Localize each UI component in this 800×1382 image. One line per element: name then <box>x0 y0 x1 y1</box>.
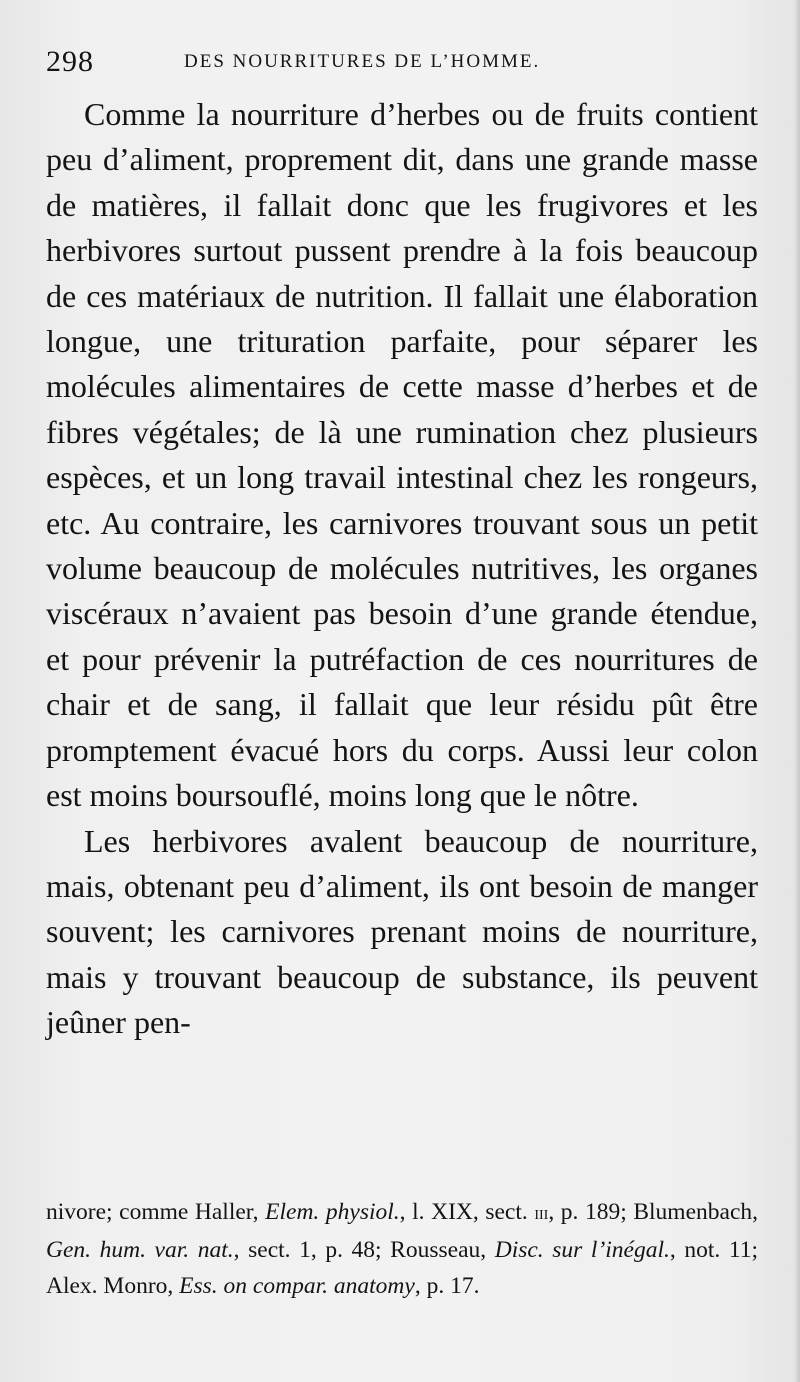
footnote-text: , l. XIX, sect. <box>399 1199 535 1225</box>
footnote-text: nivore; comme Haller, <box>46 1199 266 1225</box>
paragraph: Les herbivores avalent beaucoup de nourriture, mais, obtenant peu d’aliment, ils ont besoin de manger souvent; les carnivores prenant moins de nourriture, mais y trouvant beaucoup de substance, ils peuvent jeûner pen- <box>46 822 758 1041</box>
footnote-text: , not. 11; Alex. Monro, <box>46 1236 759 1299</box>
footnote-text: , p. 17. <box>414 1273 480 1299</box>
footnote-small-caps: iii <box>534 1202 549 1224</box>
footnote-text: , p. 189; Blumenbach, <box>548 1199 759 1225</box>
footnote <box>46 1194 758 1305</box>
page-header <box>46 40 756 84</box>
footnote-citation-title: Elem. physiol. <box>265 1199 400 1225</box>
footnote-citation-title: Ess. on compar. anatomy <box>179 1273 415 1299</box>
footnote-text: , sect. 1, p. 48; Rousseau, <box>233 1236 495 1263</box>
paragraph: Comme la nourriture d’herbes ou de fruits contient peu d’aliment, proprement dit, dans une grande masse de matières, il fallait donc que les frugivores et les herbivores surtout pussent prendre à la fois beaucoup de ces matériaux de nutrition. Il fallait une élaboration longue, une trituration parfaite, pour séparer les molécules alimentaires de cette masse d’herbes et de fibres végétales; de là une rumination chez plusieurs espèces, et un long travail intestinal chez les rongeurs, etc. Au contraire, les carnivores trouvant sous un petit volume beaucoup de molécules nutritives, les organes viscéraux n’avaient pas besoin d’une grande étendue, et pour prévenir la putréfaction de ces nourritures de chair et de sang, il fallait que leur résidu pût être promptement évacué hors du corps. Aussi leur colon est moins boursouflé, moins long que le nôtre. <box>46 96 758 814</box>
page-edge-shadow <box>794 0 800 1382</box>
main-text <box>46 92 758 1046</box>
footnote-citation-title: Disc. sur l’inégal. <box>494 1236 670 1263</box>
running-head: DES NOURRITURES DE L’HOMME. <box>184 51 541 72</box>
page-number: 298 <box>46 45 94 78</box>
footnote-citation-title: Gen. hum. var. nat. <box>46 1236 234 1263</box>
